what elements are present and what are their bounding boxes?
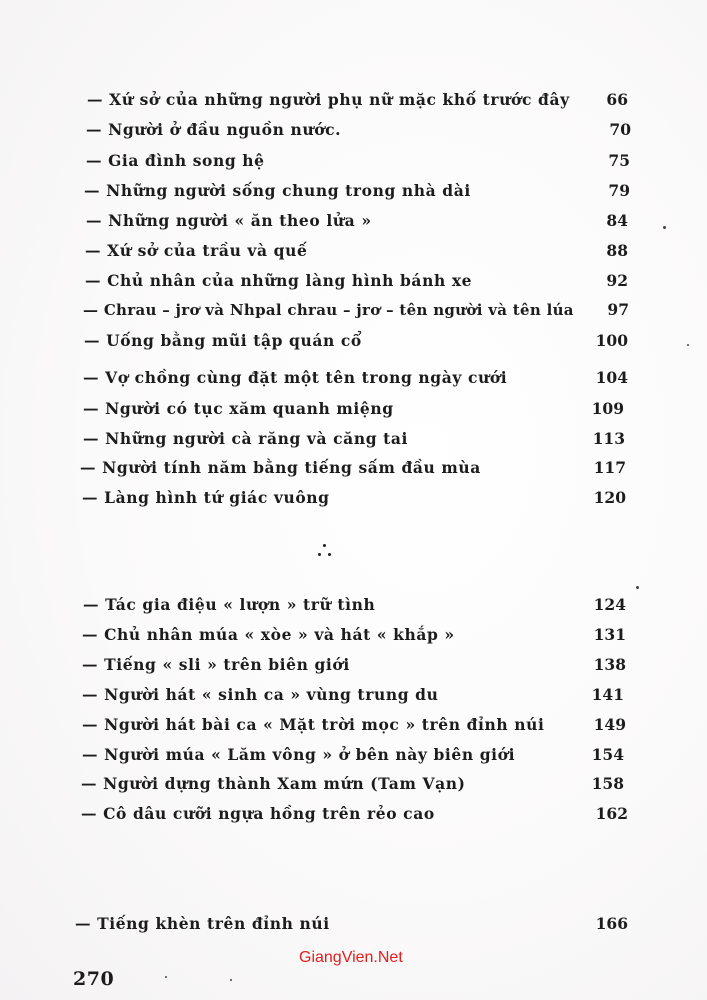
toc-entry-title: — Người tính năm bằng tiếng sấm đầu mùa bbox=[80, 458, 481, 477]
toc-entry bbox=[0, 427, 707, 451]
toc-entry-title: — Người ở đầu nguồn nước. bbox=[86, 120, 342, 139]
toc-entry bbox=[0, 683, 707, 707]
toc-entry bbox=[0, 772, 707, 796]
toc-entry-page: 88 bbox=[606, 241, 628, 260]
toc-entry-title: — Cô dâu cưỡi ngựa hồng trên rẻo cao bbox=[81, 804, 435, 823]
toc-entry-page: 162 bbox=[595, 804, 628, 823]
toc-entry-page: 131 bbox=[593, 625, 626, 644]
toc-entry-page: 154 bbox=[591, 745, 624, 764]
toc-entry-page: 120 bbox=[593, 488, 626, 507]
toc-entry-page: 117 bbox=[593, 458, 626, 477]
toc-entry-title: — Chủ nhân của những làng hình bánh xe bbox=[85, 271, 473, 290]
toc-entry-page: 92 bbox=[606, 271, 628, 290]
toc-entry bbox=[0, 366, 707, 390]
toc-entry-title: — Vợ chồng cùng đặt một tên trong ngày cưới bbox=[83, 368, 508, 387]
separator-dot bbox=[328, 553, 331, 556]
toc-entry-page: 141 bbox=[591, 685, 624, 704]
toc-entry-page: 75 bbox=[608, 151, 630, 170]
toc-entry bbox=[0, 88, 707, 112]
toc-entry bbox=[0, 623, 707, 647]
scan-speck bbox=[230, 979, 232, 981]
toc-entry-title: — Người có tục xăm quanh miệng bbox=[83, 399, 394, 418]
toc-entry-title: — Gia đình song hệ bbox=[86, 151, 265, 170]
toc-entry-title: — Tiếng khèn trên đỉnh núi bbox=[75, 914, 330, 933]
toc-entry bbox=[0, 239, 707, 263]
toc-entry-title: — Xứ sở của những người phụ nữ mặc khố trước đây bbox=[87, 90, 570, 109]
toc-entry bbox=[0, 209, 707, 233]
toc-entry bbox=[0, 486, 707, 510]
toc-entry-title: — Người hát bài ca « Mặt trời mọc » trên đỉnh núi bbox=[82, 715, 545, 734]
page-number: 270 bbox=[73, 968, 115, 990]
toc-entry bbox=[0, 802, 707, 826]
toc-entry bbox=[0, 269, 707, 293]
toc-entry-page: 109 bbox=[591, 399, 624, 418]
toc-entry-title: — Những người « ăn theo lửa » bbox=[86, 211, 372, 230]
toc-entry-title: — Chủ nhân múa « xòe » và hát « khắp » bbox=[82, 625, 455, 644]
watermark-link[interactable]: GiangVien.Net bbox=[299, 949, 403, 966]
toc-entry-page: 100 bbox=[595, 331, 628, 350]
scan-speck bbox=[165, 976, 167, 978]
toc-entry bbox=[0, 397, 707, 421]
toc-entry-title: — Uống bằng mũi tập quán cổ bbox=[84, 331, 362, 350]
toc-entry-page: 97 bbox=[607, 300, 629, 319]
toc-entry-page: 158 bbox=[591, 774, 624, 793]
toc-entry-page: 70 bbox=[609, 120, 631, 139]
toc-entry-page: 166 bbox=[595, 914, 628, 933]
toc-entry-title: — Những người cà răng và căng tai bbox=[83, 429, 409, 448]
toc-entry-page: 124 bbox=[593, 595, 626, 614]
toc-entry-title: — Tiếng « sli » trên biên giới bbox=[82, 655, 350, 674]
toc-entry-page: 104 bbox=[595, 368, 628, 387]
toc-entry-title: — Người múa « Lăm vông » ở bên này biên giới bbox=[82, 745, 516, 764]
toc-entry-page: 138 bbox=[593, 655, 626, 674]
toc-entry-title: — Những người sống chung trong nhà dài bbox=[84, 181, 471, 200]
toc-entry bbox=[0, 329, 707, 353]
toc-entry-page: 113 bbox=[592, 429, 625, 448]
toc-entry bbox=[0, 456, 707, 480]
toc-entry-page: 84 bbox=[606, 211, 628, 230]
separator-dot bbox=[318, 553, 321, 556]
toc-entry bbox=[0, 593, 707, 617]
toc-entry bbox=[0, 743, 707, 767]
toc-entry bbox=[0, 149, 707, 173]
toc-entry-page: 149 bbox=[593, 715, 626, 734]
scan-speck bbox=[687, 344, 689, 346]
scan-speck bbox=[636, 586, 639, 589]
toc-entry-page: 79 bbox=[608, 181, 630, 200]
toc-entry bbox=[0, 179, 707, 203]
toc-entry-page: 66 bbox=[606, 90, 628, 109]
section-separator bbox=[318, 544, 332, 556]
separator-dot bbox=[323, 544, 326, 547]
scan-speck bbox=[663, 226, 666, 229]
toc-entry-title: — Tác gia điệu « lượn » trữ tình bbox=[83, 595, 376, 614]
toc-entry bbox=[0, 713, 707, 737]
toc-entry-title: — Chrau – jrơ và Nhpal chrau – jrơ – tên người và tên lúa bbox=[83, 301, 574, 319]
toc-entry bbox=[0, 118, 707, 142]
toc-entry bbox=[0, 912, 707, 936]
toc-entry-title: — Xứ sở của trầu và quế bbox=[85, 241, 308, 260]
toc-entry bbox=[0, 298, 707, 322]
toc-entry-title: — Người dựng thành Xam mứn (Tam Vạn) bbox=[81, 774, 466, 793]
toc-entry-title: — Người hát « sinh ca » vùng trung du bbox=[82, 685, 439, 704]
toc-entry-title: — Làng hình tứ giác vuông bbox=[82, 488, 330, 507]
toc-entry bbox=[0, 653, 707, 677]
